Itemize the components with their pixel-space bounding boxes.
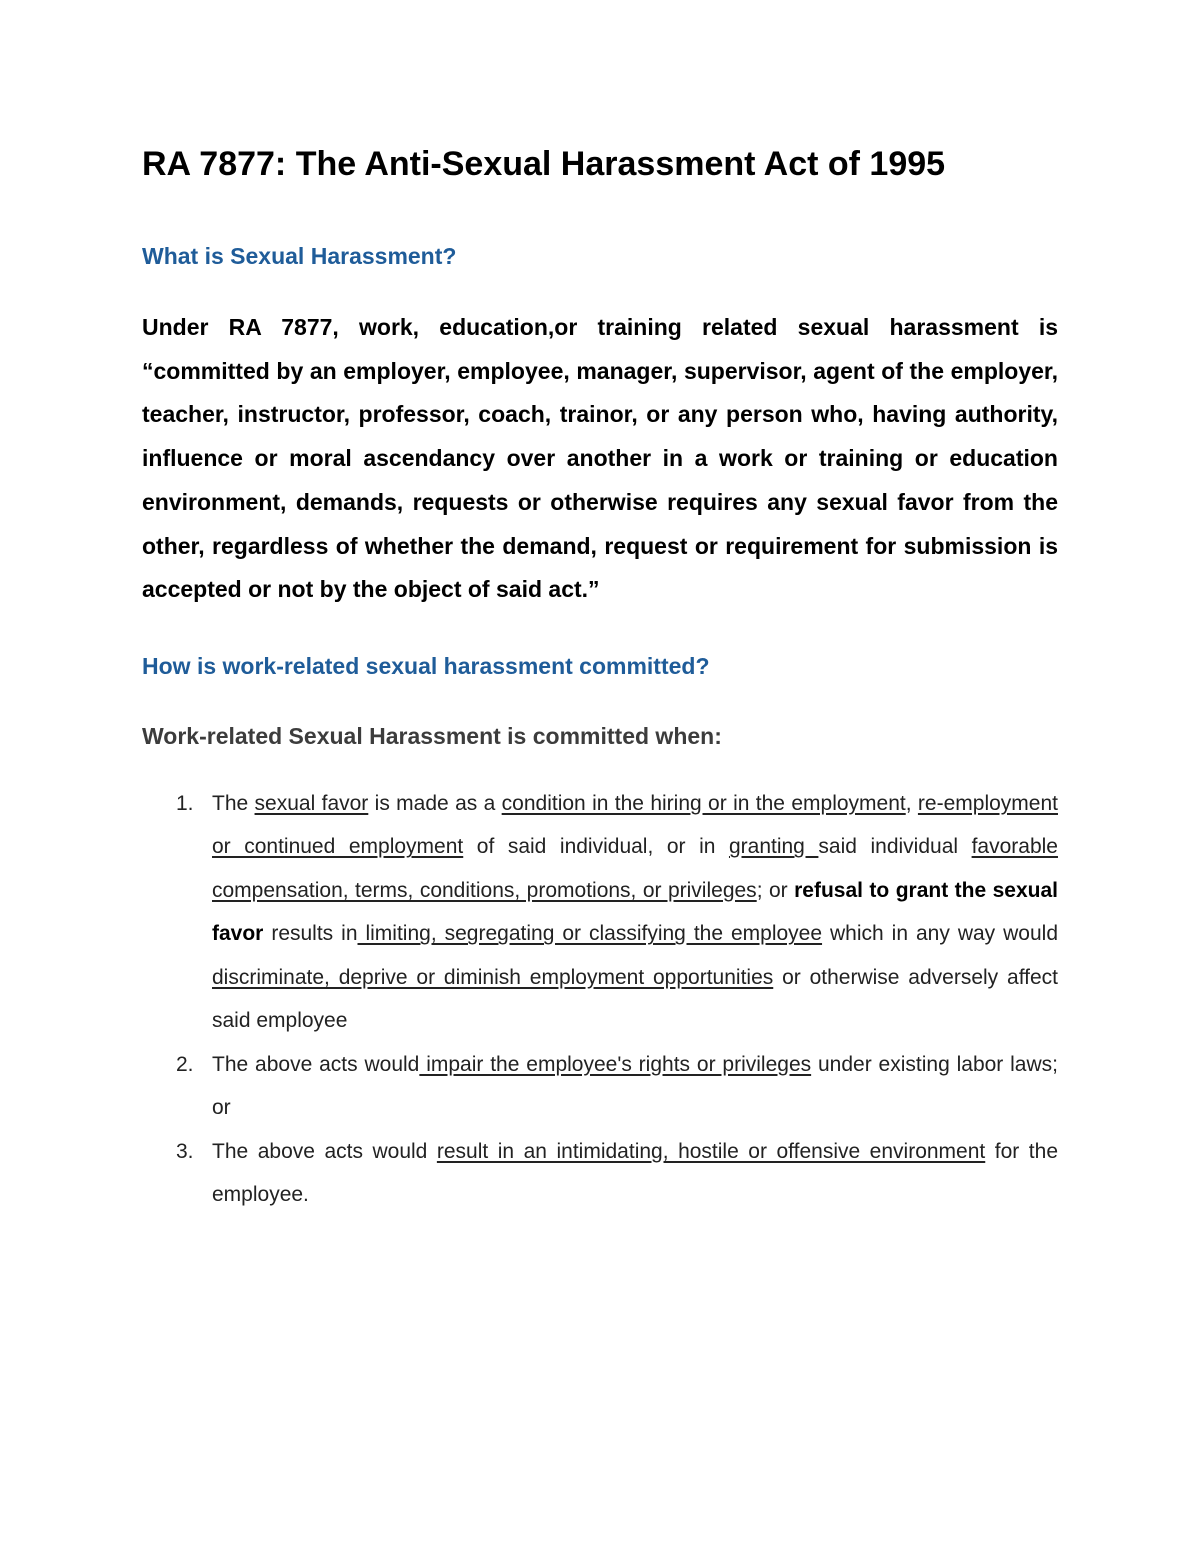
underlined-text: favorable compensation, terms, conditions, promotions, or privileges xyxy=(212,835,1058,902)
underlined-text: limiting, segregating or classifying the employee xyxy=(357,922,823,946)
underlined-text: re-employment or continued employment xyxy=(212,791,1058,859)
list-text: under existing labor laws; or xyxy=(212,1052,1058,1120)
list-number: 1. xyxy=(176,791,194,815)
heading-how-committed: How is work-related sexual harassment committed? xyxy=(142,652,710,679)
document-title: RA 7877: The Anti-Sexual Harassment Act of 1995 xyxy=(142,145,946,183)
list-number: 3. xyxy=(176,1139,194,1163)
list-text: , xyxy=(905,791,918,815)
list-text: The above acts would xyxy=(212,1139,437,1163)
underlined-text: result in an intimidating, hostile or offensive environment xyxy=(436,1139,986,1163)
list-text: The above acts would xyxy=(212,1052,420,1076)
list-text: The xyxy=(212,791,255,815)
heading-what-is-sexual-harassment: What is Sexual Harassment? xyxy=(142,243,457,269)
underlined-text: impair the employee's rights or privileges xyxy=(419,1052,812,1076)
document-page xyxy=(142,140,1058,1217)
underlined-text: granting xyxy=(728,835,819,859)
list-item xyxy=(142,1043,1058,1130)
list-text: is made as a xyxy=(368,791,502,815)
list-text: ; or xyxy=(756,878,795,902)
list-item xyxy=(142,1130,1058,1217)
underlined-text: discriminate, deprive or diminish employment opportunities xyxy=(212,965,774,989)
list-text: which in any way would xyxy=(822,922,1058,946)
list-text: of said individual, or in xyxy=(463,835,729,859)
list-number: 2. xyxy=(176,1052,194,1076)
underlined-text: sexual favor xyxy=(254,791,369,815)
subheading-committed-when: Work-related Sexual Harassment is committed when: xyxy=(142,722,722,749)
bold-text: refusal to grant the sexual favor xyxy=(212,878,1058,946)
list-text: said individual xyxy=(818,835,972,859)
conditions-list xyxy=(142,782,1058,1217)
list-text: for the employee. xyxy=(212,1139,1058,1207)
underlined-text: condition in the hiring or in the employment xyxy=(501,791,906,815)
list-text: results in xyxy=(263,922,358,946)
definition-paragraph: Under RA 7877, work, education,or training related sexual harassment is “committed by an employer, employee, manager, supervisor, agent of the employer, teacher, instructor, professor, coach, trainor, or any person who, having authority, influence or moral ascendancy over another in a work or training or education environment, demands, requests or otherwise requires any sexual favor from the other, regardless of whether the demand, request or requirement for submission is accepted or not by the object of said act.” xyxy=(142,314,1058,603)
list-text: or otherwise adversely affect said employee xyxy=(212,965,1058,1033)
list-item xyxy=(142,782,1058,1043)
